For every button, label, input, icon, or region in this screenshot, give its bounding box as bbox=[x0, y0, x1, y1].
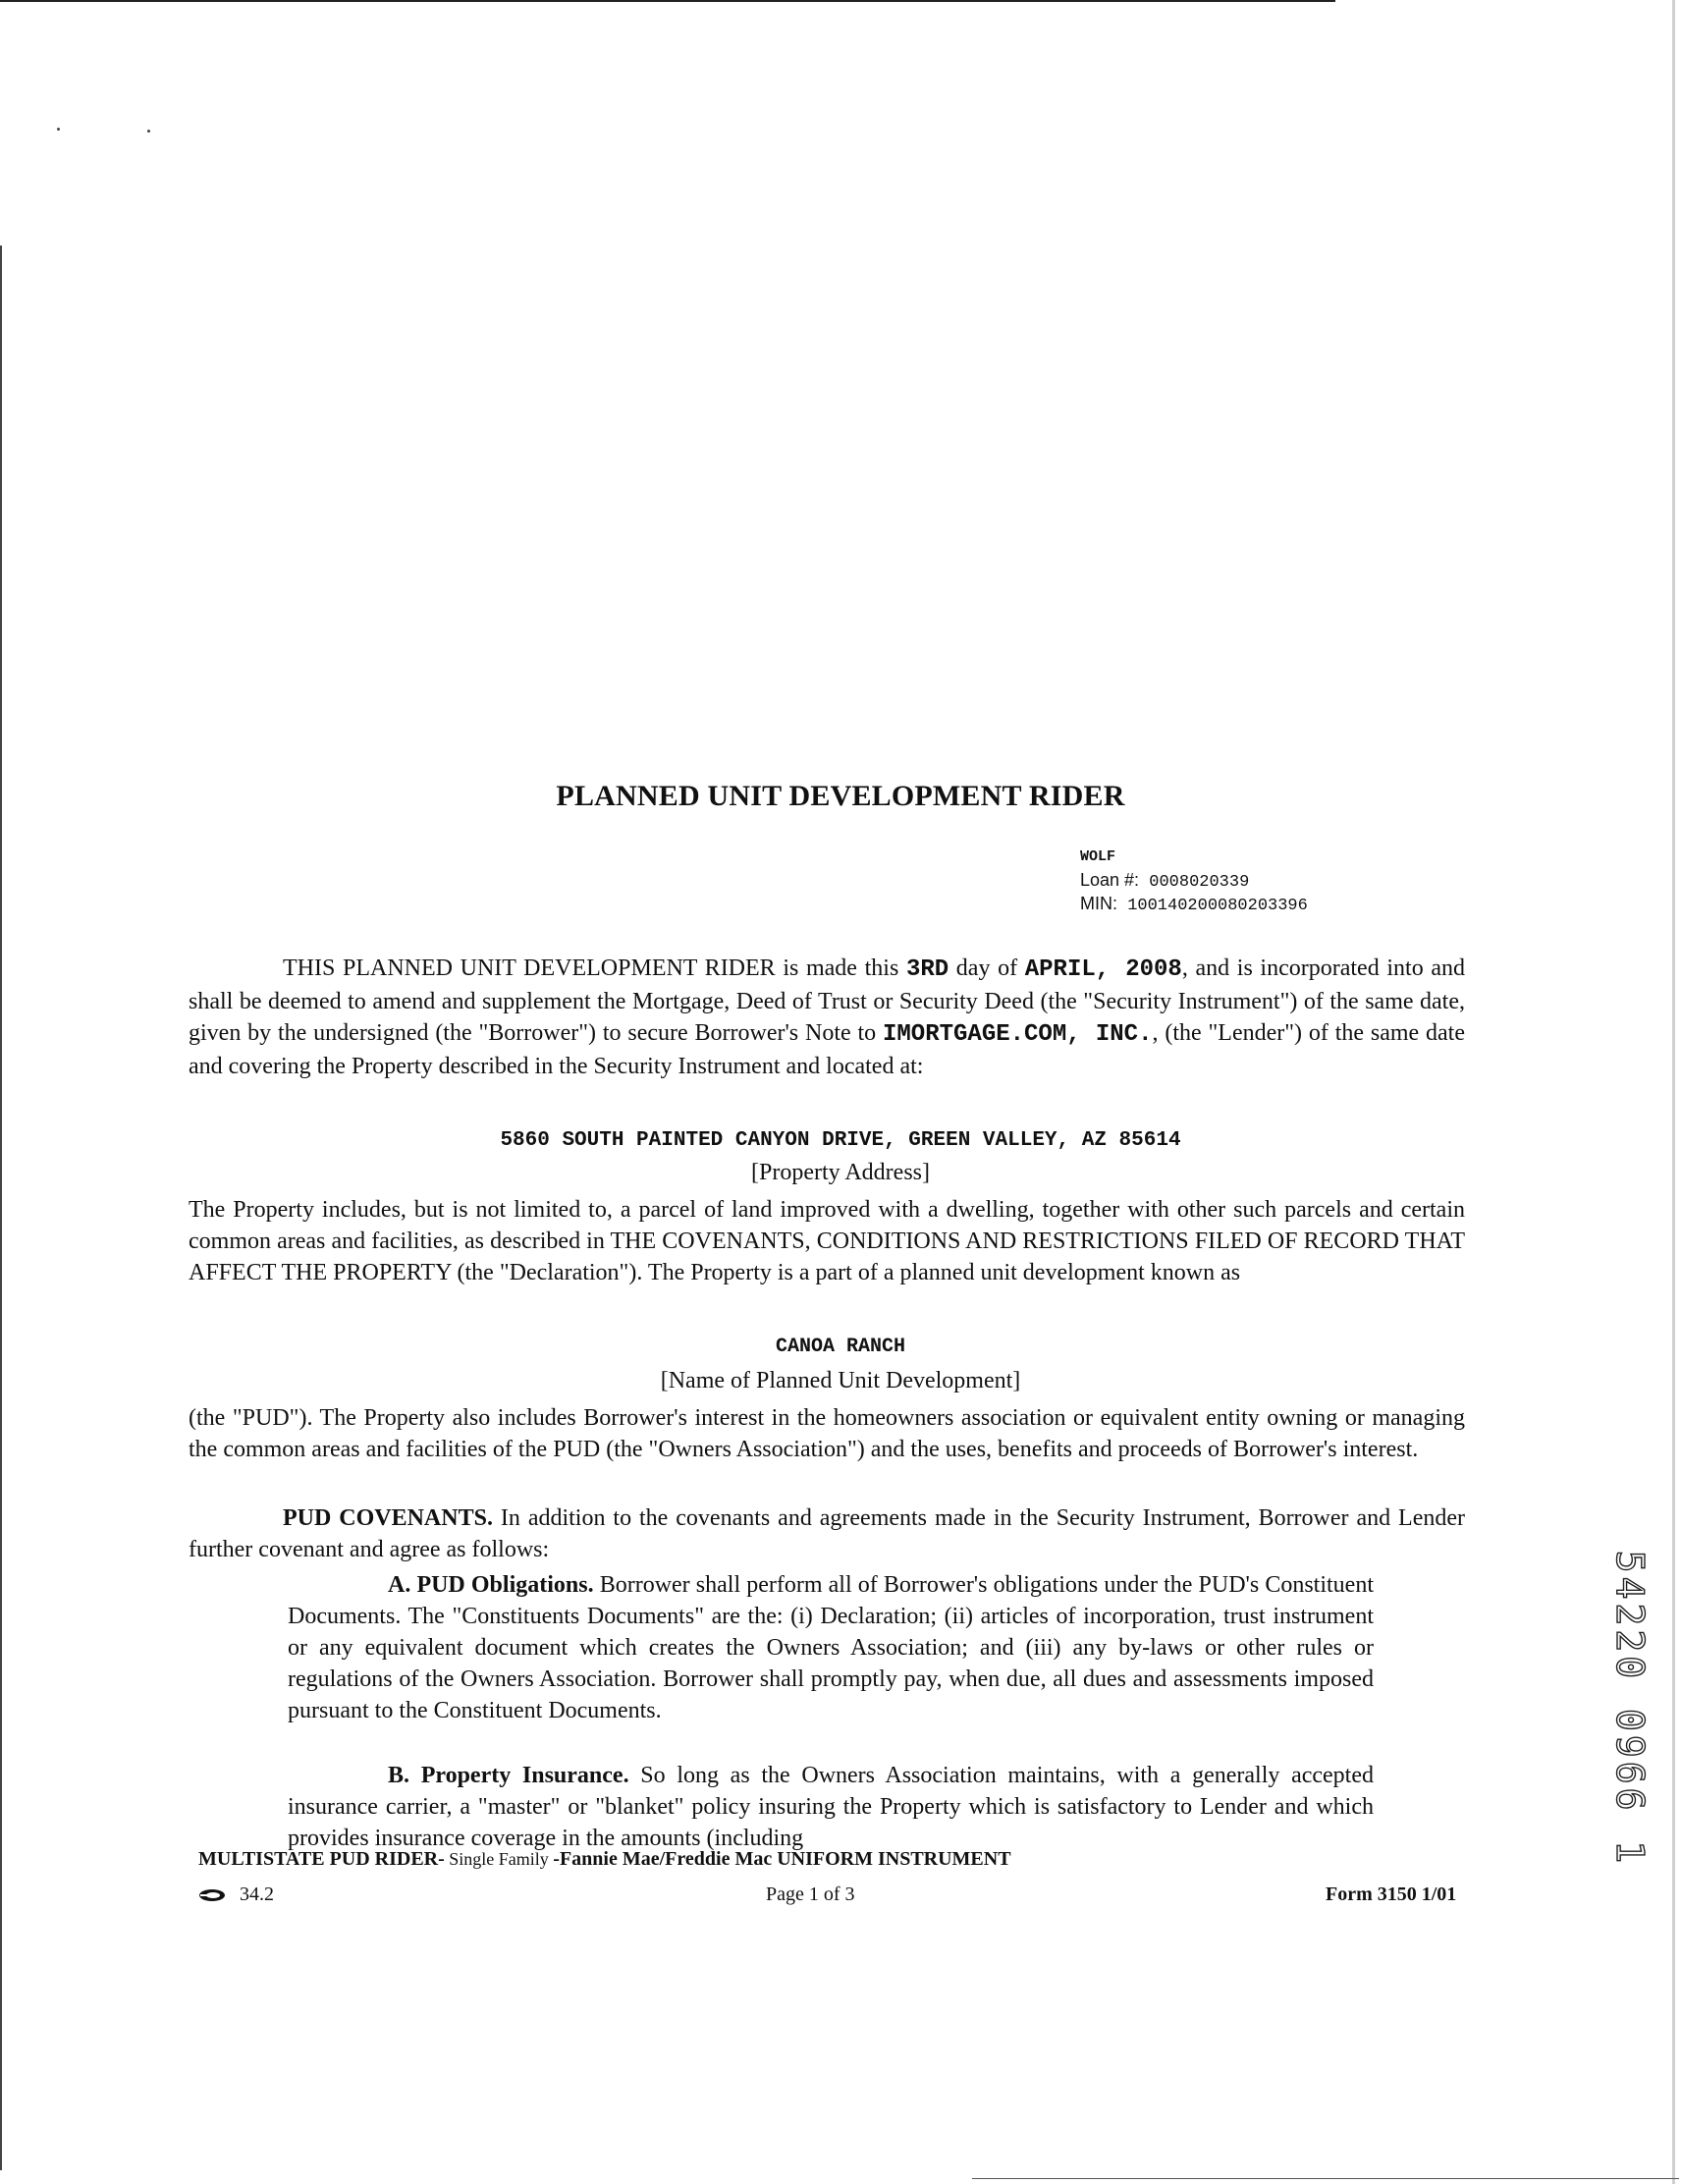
form-version: 34.2 bbox=[240, 1884, 274, 1905]
intro-paragraph bbox=[189, 953, 1465, 1082]
footer-form-title bbox=[198, 1848, 1011, 1871]
intro-text-4: , (the "Lender") of the same date and covering the Property described in the Security Instrument and located at: bbox=[189, 1020, 1466, 1079]
scan-edge-right bbox=[1672, 0, 1675, 2184]
property-address-label: [Property Address] bbox=[751, 1160, 930, 1185]
section-b-paragraph bbox=[288, 1760, 1374, 1854]
form-logo-icon bbox=[198, 1888, 226, 1902]
scan-speck bbox=[147, 130, 150, 133]
pud-name-label: [Name of Planned Unit Development] bbox=[660, 1368, 1021, 1393]
document-title: PLANNED UNIT DEVELOPMENT RIDER bbox=[556, 780, 1125, 812]
scan-edge-bottom bbox=[972, 2178, 1679, 2179]
recording-stamp bbox=[1600, 1550, 1659, 1868]
pud-name: CANOA RANCH bbox=[775, 1336, 906, 1358]
rider-day: 3RD bbox=[905, 956, 949, 983]
borrower-name: WOLF bbox=[1080, 848, 1116, 865]
section-a-heading: A. PUD Obligations. bbox=[388, 1572, 594, 1598]
pud-paragraph: (the "PUD"). The Property also includes Borrower's interest in the homeowners association or equivalent entity owning or managing the common areas and facilities of the PUD (the "Owners Association") and the uses, benefits and proceeds of Borrower's interest. bbox=[189, 1405, 1465, 1462]
footer-title-bold: MULTISTATE PUD RIDER- bbox=[198, 1848, 445, 1870]
pud-covenants-paragraph bbox=[189, 1502, 1465, 1565]
min-number: 100140200080203396 bbox=[1127, 897, 1308, 915]
intro-text-3: , and is incorporated into and shall be deemed to amend and supplement the Mortgage, Deed of Trust or Security Deed (the "Security Instrument") of the same date, given by the undersigned (the "Borrower") to secure Borrower's Note to bbox=[189, 956, 1465, 1046]
page-number: Page 1 of 3 bbox=[766, 1884, 855, 1905]
scan-speck bbox=[57, 128, 60, 131]
loan-label: Loan #: bbox=[1080, 870, 1140, 890]
rider-month-year: APRIL, 2008 bbox=[1024, 956, 1182, 983]
scan-edge-top bbox=[0, 0, 1335, 2]
property-address: 5860 SOUTH PAINTED CANYON DRIVE, GREEN VALLEY, AZ 85614 bbox=[500, 1129, 1181, 1152]
pud-covenants-heading: PUD COVENANTS. bbox=[283, 1505, 493, 1531]
footer-version bbox=[198, 1884, 274, 1906]
section-a-text: Borrower shall perform all of Borrower's obligations under the PUD's Constituent Documents. The "Constituents Documents" are the: (i) Declaration; (ii) articles of incorporation, trust instrument or any equivalent document which creates the Owners Association; and (iii) any by-laws or other rules or regulations of the Owners Association. Borrower shall promptly pay, when due, all dues and assessments imposed pursuant to the Constituent Documents. bbox=[288, 1572, 1375, 1723]
lender-name: IMORTGAGE.COM, INC. bbox=[883, 1021, 1153, 1048]
form-number: Form 3150 1/01 bbox=[1326, 1884, 1457, 1905]
loan-number-line bbox=[1080, 870, 1249, 892]
intro-text-1: THIS PLANNED UNIT DEVELOPMENT RIDER is made this bbox=[283, 956, 906, 981]
loan-number: 0008020339 bbox=[1149, 873, 1250, 892]
footer-title-bold2: -Fannie Mae/Freddie Mac UNIFORM INSTRUMENT bbox=[553, 1848, 1011, 1870]
section-a-paragraph bbox=[288, 1569, 1374, 1726]
section-b-heading: B. Property Insurance. bbox=[388, 1763, 629, 1788]
pud-covenants-text: In addition to the covenants and agreements made in the Security Instrument, Borrower and Lender further covenant and agree as follows: bbox=[189, 1505, 1466, 1562]
scan-edge-left bbox=[0, 246, 2, 2170]
recording-stamp-number: 54220 0966 1 bbox=[1608, 1550, 1652, 1868]
min-label: MIN: bbox=[1080, 894, 1117, 913]
footer-title-mid: Single Family bbox=[444, 1849, 554, 1869]
section-b-text: So long as the Owners Association maintains, with a generally accepted insurance carrier, a "master" or "blanket" policy insuring the Property which is satisfactory to Lender and which provides insurance coverage in the amounts (including bbox=[288, 1763, 1374, 1851]
declaration-paragraph: The Property includes, but is not limited to, a parcel of land improved with a dwelling, together with other such parcels and certain common areas and facilities, as described in THE COVENANTS, CONDITIONS AND RESTRICTIONS FILED OF RECORD THAT AFFECT THE PROPERTY (the "Declaration"). The Property is a part of a planned unit development known as bbox=[189, 1197, 1465, 1285]
min-number-line bbox=[1080, 894, 1308, 915]
intro-text-2: day of bbox=[949, 956, 1025, 981]
